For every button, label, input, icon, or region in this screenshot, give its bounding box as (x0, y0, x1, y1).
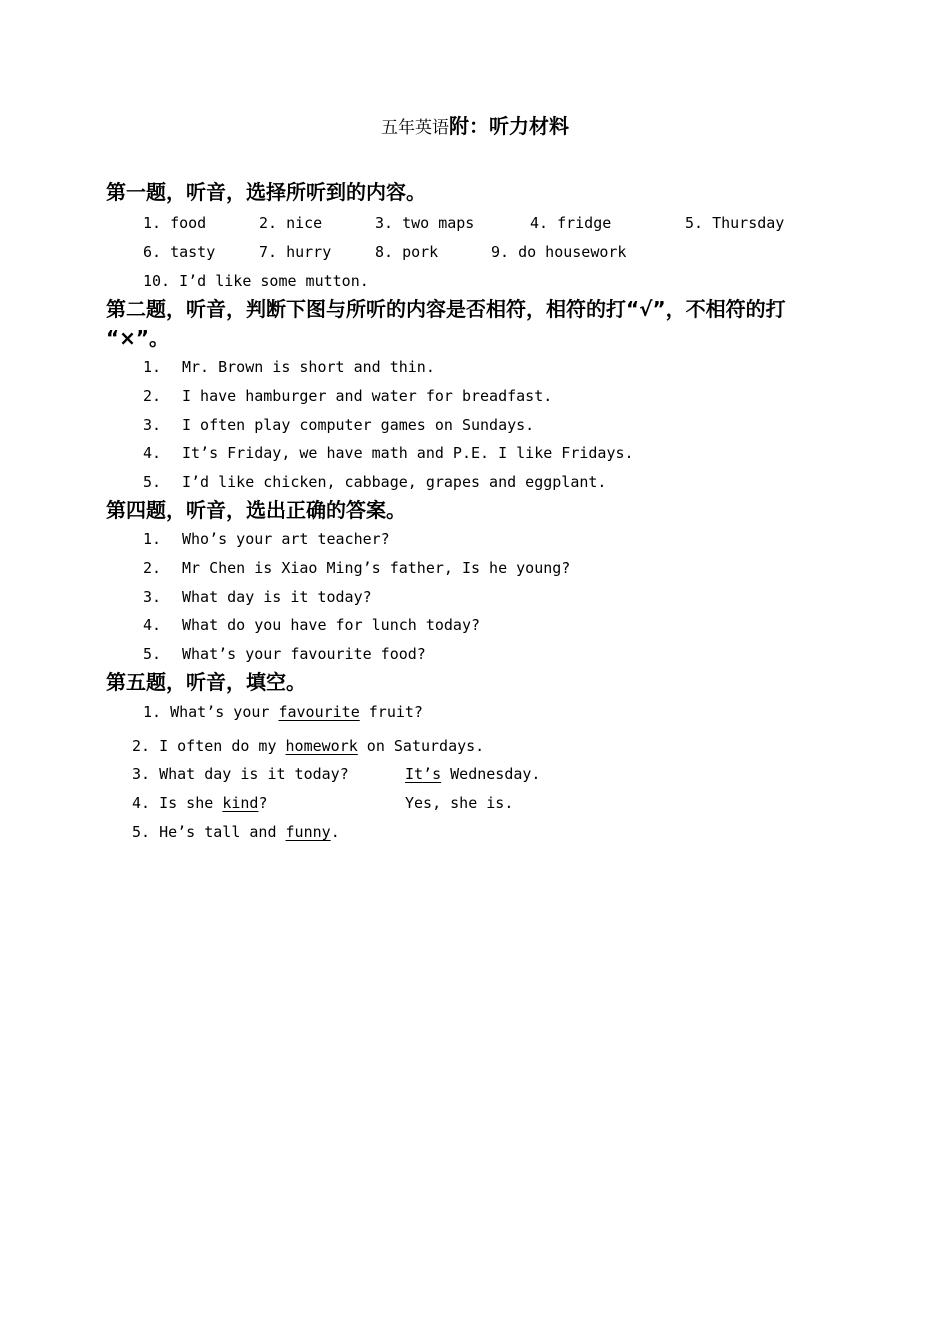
section1-heading: 第一题，听音，选择所听到的内容。 (106, 180, 426, 204)
s5-item-5 (132, 822, 340, 842)
s4-item-num: 4. (143, 616, 162, 634)
title-prefix: 五年英语 (381, 118, 449, 138)
s1-item-6: 6. tasty (143, 243, 216, 261)
s5-answer: kind (222, 794, 259, 812)
s4-item-num: 1. (143, 530, 162, 548)
s4-item-num: 5. (143, 645, 162, 663)
s5-item-4 (132, 793, 267, 813)
s4-item-text: What day is it today? (182, 588, 372, 606)
s2-item-text: I’d like chicken, cabbage, grapes and eggplant. (182, 473, 607, 491)
s4-item-num: 2. (143, 559, 162, 577)
s4-item-text: Mr Chen is Xiao Ming’s father, Is he young? (182, 559, 571, 577)
s5-num: 5. (132, 823, 151, 841)
s4-item-num: 3. (143, 588, 162, 606)
s1-item-1: 1. food (143, 214, 207, 232)
s5-text-after: ? (258, 794, 268, 812)
s5-answer: It’s (405, 765, 442, 783)
title-main: 附：听力材料 (449, 114, 569, 138)
s2-item-text: I often play computer games on Sundays. (182, 416, 535, 434)
s5-text-after: Wednesday. (441, 765, 541, 783)
s1-item-8: 8. pork (375, 243, 439, 261)
section5-heading: 第五题，听音，填空。 (106, 670, 306, 694)
s5-text-before: I often do my (159, 737, 286, 755)
s2-item-num: 1. (143, 358, 162, 376)
s5-num: 4. (132, 794, 151, 812)
section2-heading-line1: 第二题，听音，判断下图与所听的内容是否相符，相符的打“√”，不相符的打 (106, 297, 786, 321)
s5-text-before: Is she (159, 794, 223, 812)
s5-text-after: fruit? (359, 703, 423, 721)
s1-item-3: 3. two maps (375, 214, 475, 232)
s1-item-2: 2. nice (259, 214, 323, 232)
s5-answer: favourite (278, 703, 360, 721)
s2-item-num: 2. (143, 387, 162, 405)
s2-item-num: 4. (143, 444, 162, 462)
s5-text-before: He’s tall and (159, 823, 286, 841)
s5-answer: funny (285, 823, 331, 841)
s2-item-text: Mr. Brown is short and thin. (182, 358, 435, 376)
s5-answer: homework (285, 737, 358, 755)
s1-item-4: 4. fridge (530, 214, 612, 232)
s2-item-text: It’s Friday, we have math and P.E. I like Fridays. (182, 444, 634, 462)
s5-text-after: . (330, 823, 340, 841)
s1-item-5: 5. Thursday (685, 214, 785, 232)
s1-item-9: 9. do housework (491, 243, 627, 261)
s5-text-before: What’s your (170, 703, 279, 721)
section4-heading: 第四题，听音，选出正确的答案。 (106, 498, 406, 522)
s5-item-3-answer (405, 764, 540, 784)
page-title (0, 112, 950, 142)
s1-item-7: 7. hurry (259, 243, 332, 261)
s5-item-2 (132, 736, 484, 756)
s5-num: 2. (132, 737, 151, 755)
s5-item-4-reply: Yes, she is. (405, 794, 514, 812)
s5-item-1 (143, 702, 423, 722)
s5-question: What day is it today? (159, 765, 349, 783)
s2-item-num: 5. (143, 473, 162, 491)
s4-item-text: What do you have for lunch today? (182, 616, 481, 634)
section2-heading-line2: “×”。 (106, 326, 170, 350)
s2-item-text: I have hamburger and water for breadfast. (182, 387, 553, 405)
s1-item-10: 10. I’d like some mutton. (143, 272, 369, 290)
s5-item-3 (132, 764, 349, 784)
s5-num: 3. (132, 765, 151, 783)
s2-item-num: 3. (143, 416, 162, 434)
s4-item-text: What’s your favourite food? (182, 645, 426, 663)
s5-num: 1. (143, 703, 162, 721)
s5-text-after: on Saturdays. (357, 737, 485, 755)
s4-item-text: Who’s your art teacher? (182, 530, 390, 548)
